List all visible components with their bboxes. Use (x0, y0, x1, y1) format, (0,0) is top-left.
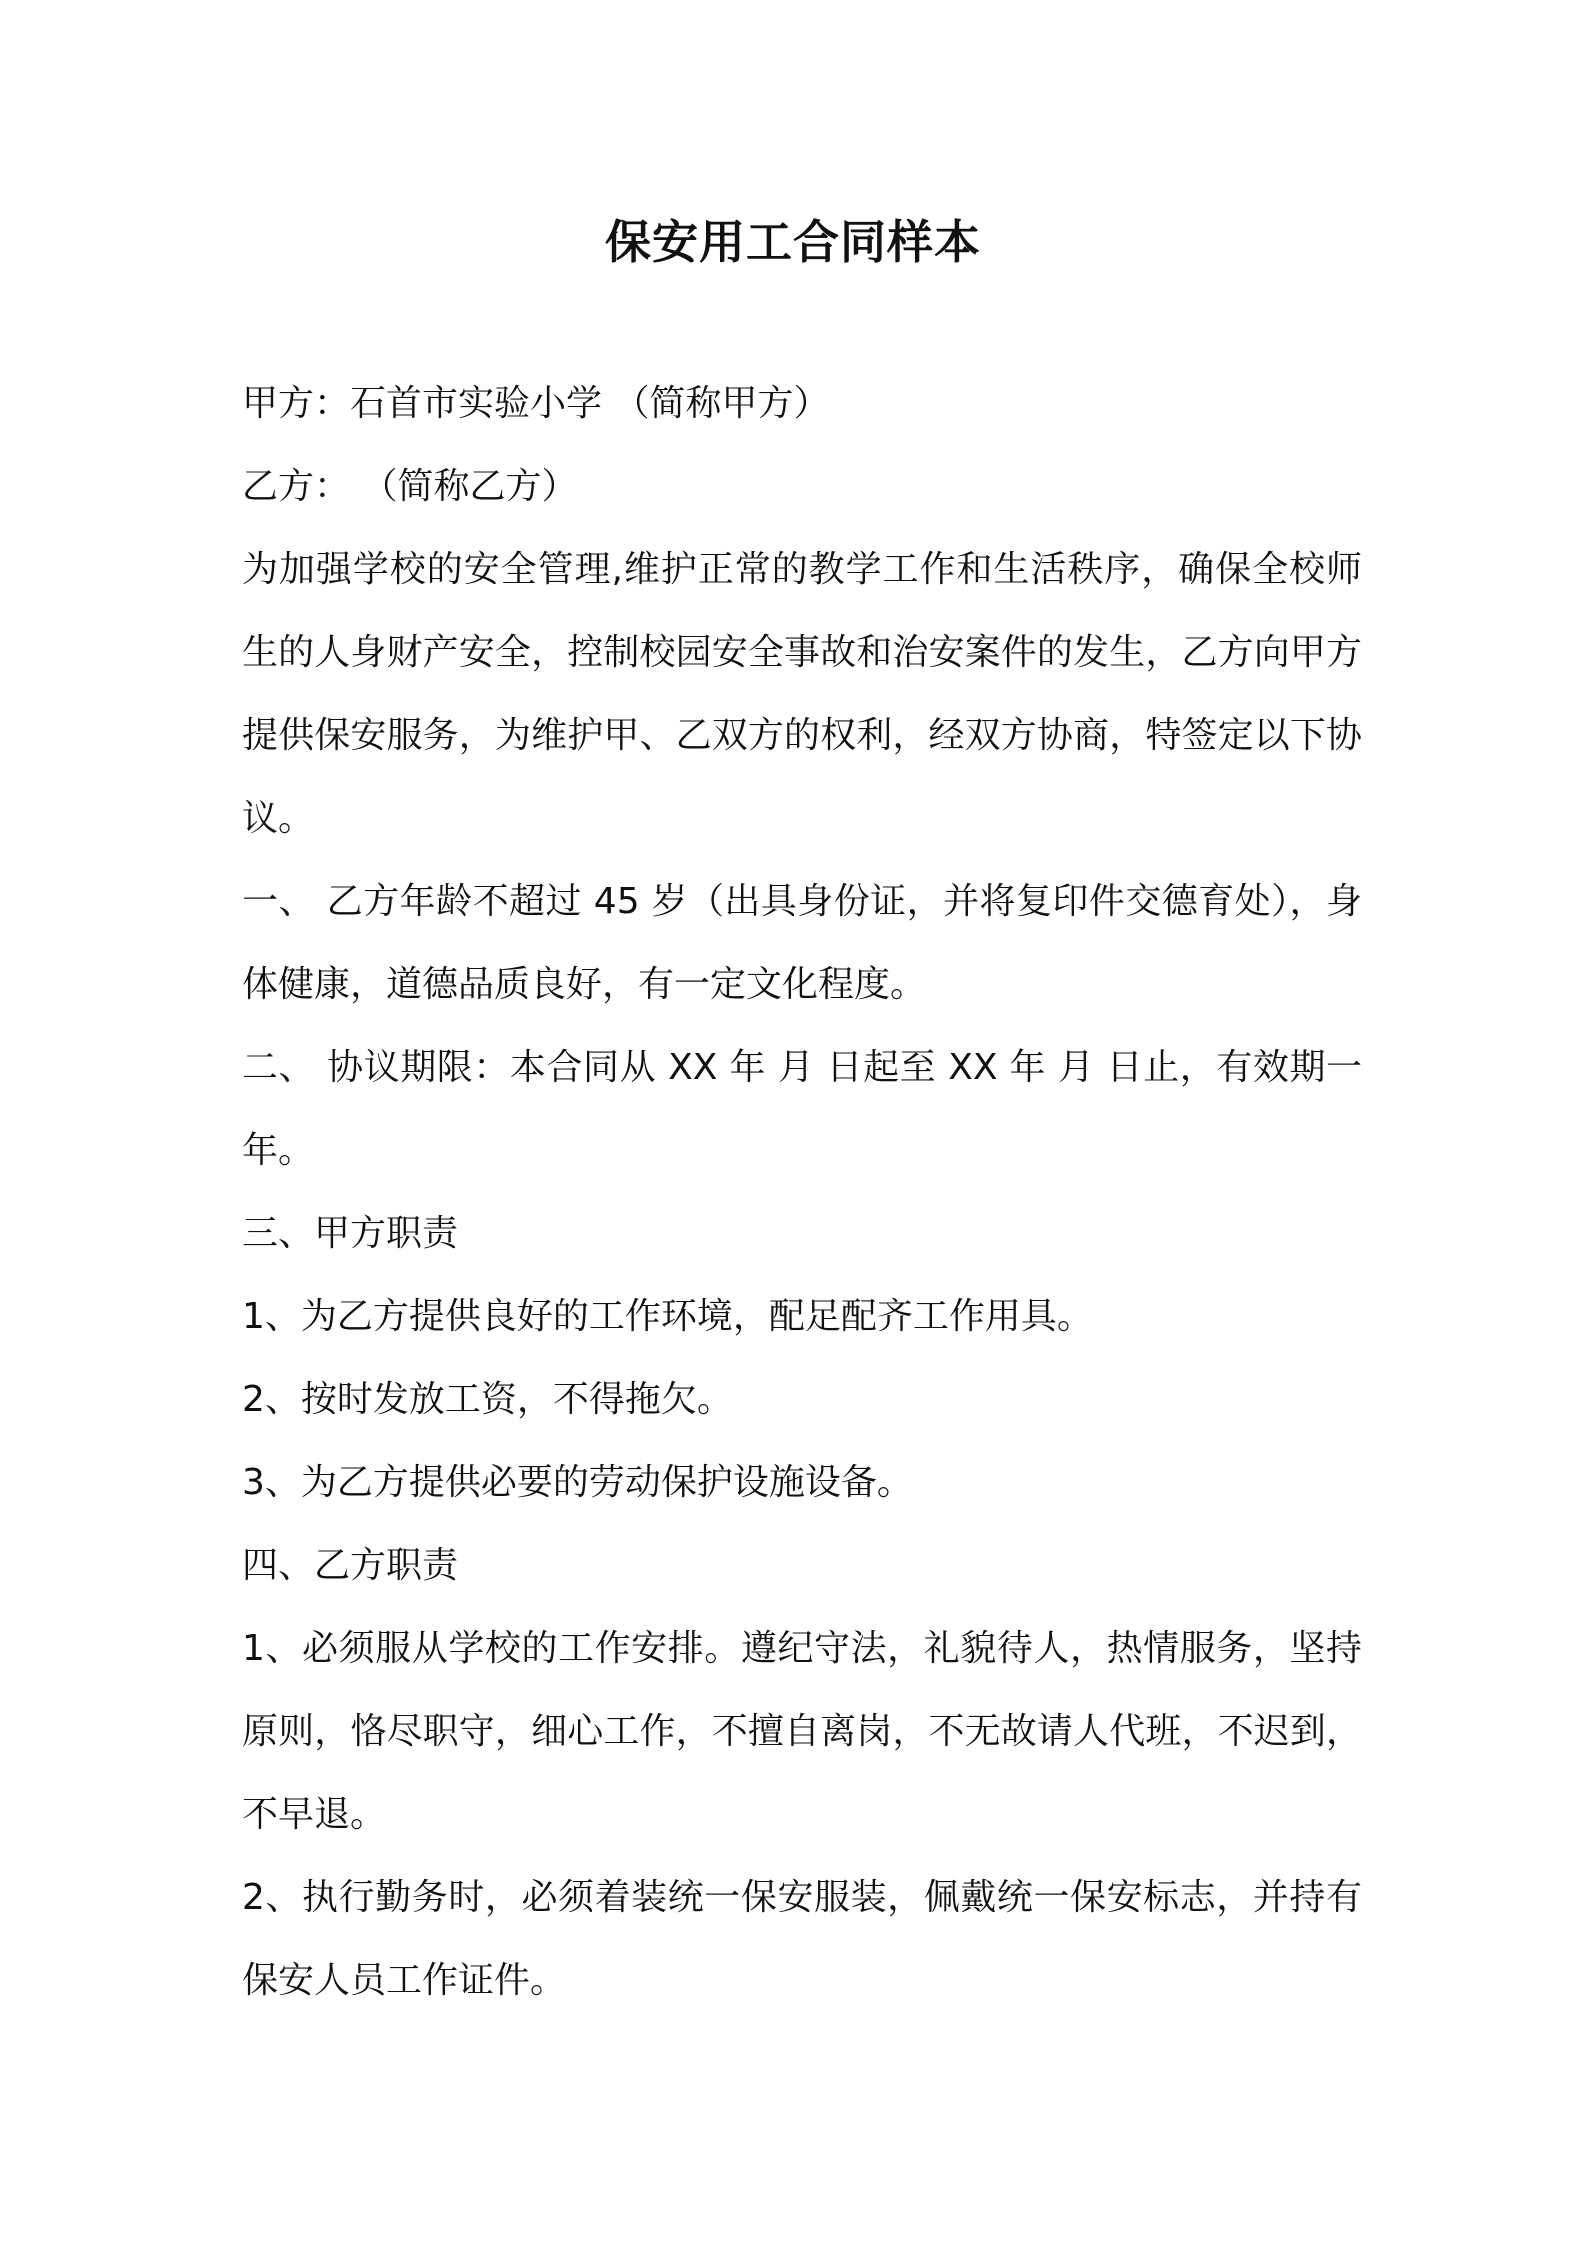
party-a-duty-2: 2、按时发放工资，不得拖欠。 (242, 1379, 733, 1420)
party-a-line: 甲方：石首市实验小学 （简称甲方） (242, 383, 830, 424)
section-heading-party-b-duties: 四、乙方职责 (242, 1545, 459, 1586)
preamble-paragraph: 为加强学校的安全管理,维护正常的教学工作和生活秩序，确保全校师生的人身财产安全，控制校园安全事故和治安案件的发生，乙方向甲方提供保安服务，为维护甲、乙双方的权利，经双方协商，特签定以下协议。 (242, 549, 1362, 839)
party-a-duty-3: 3、为乙方提供必要的劳动保护设施设备。 (242, 1462, 913, 1503)
section-heading-party-a-duties: 三、甲方职责 (242, 1213, 459, 1254)
clause-1-age: 一、 乙方年龄不超过 45 岁（出具身份证，并将复印件交德育处），身体健康，道德品质良好，有一定文化程度。 (242, 881, 1362, 1005)
party-b-duty-2: 2、执行勤务时，必须着装统一保安服装，佩戴统一保安标志，并持有保安人员工作证件。 (242, 1877, 1362, 2001)
party-a-duty-1: 1、为乙方提供良好的工作环境，配足配齐工作用具。 (242, 1296, 1093, 1337)
clause-2-term: 二、 协议期限：本合同从 XX 年 月 日起至 XX 年 月 日止，有效期一年。 (242, 1047, 1362, 1171)
document-body (242, 362, 1362, 2022)
document-title: 保安用工合同样本 (605, 215, 981, 269)
party-b-line: 乙方： （简称乙方） (242, 466, 578, 507)
party-b-duty-1: 1、必须服从学校的工作安排。遵纪守法，礼貌待人，热情服务，坚持原则，恪尽职守，细心工作，不擅自离岗，不无故请人代班，不迟到，不早退。 (242, 1628, 1362, 1835)
